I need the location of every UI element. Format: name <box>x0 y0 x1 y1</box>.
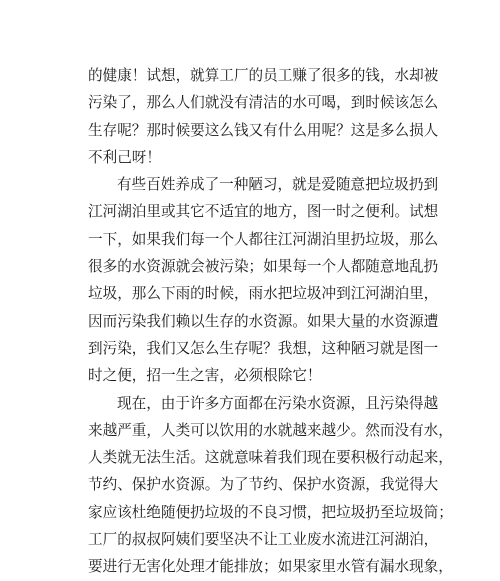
text-line: 家应该杜绝随便扔垃圾的不良习惯，把垃圾扔至垃圾筒； <box>88 503 453 521</box>
body-text <box>88 62 453 581</box>
text-line: 江河湖泊里或其它不适宜的地方，图一时之便利。试想 <box>88 203 439 221</box>
text-line: 生存呢？那时候要这么钱又有什么用呢？这是多么损人 <box>88 121 439 139</box>
text-line: 来越严重，人类可以饮用的水就越来越少。然而没有水， <box>88 421 453 439</box>
paragraph-1 <box>88 62 439 171</box>
text-line: 人类就无法生活。这就意味着我们现在要积极行动起来， <box>88 449 453 467</box>
text-line: 现在，由于许多方面都在污染水资源，且污染得越 <box>117 394 439 412</box>
text-line: 节约、保护水资源。为了节约、保护水资源，我觉得大 <box>88 476 439 494</box>
text-line: 到污染，我们又怎么生存呢？我想，这种陋习就是图一 <box>88 339 439 357</box>
paragraph-3 <box>88 390 453 581</box>
text-line: 有些百姓养成了一种陋习，就是爱随意把垃圾扔到 <box>117 176 439 194</box>
text-line: 时之便，招一生之害，必须根除它！ <box>88 367 322 385</box>
text-line: 很多的水资源就会被污染；如果每一个人都随意地乱扔 <box>88 258 439 276</box>
text-line: 要进行无害化处理才能排放；如果家里水管有漏水现象， <box>88 558 453 576</box>
text-line: 一下，如果我们每一个人都往江河湖泊里扔垃圾，那么 <box>88 230 439 248</box>
text-line: 不利己呀！ <box>88 148 161 166</box>
text-line: 工厂的叔叔阿姨们要坚决不让工业废水流进江河湖泊， <box>88 531 439 549</box>
text-line: 的健康！试想，就算工厂的员工赚了很多的钱，水却被 <box>88 67 439 84</box>
text-line: 垃圾，那么下雨的时候，雨水把垃圾冲到江河湖泊里， <box>88 285 439 303</box>
text-line: 因而污染我们赖以生存的水资源。如果大量的水资源遭 <box>88 312 439 330</box>
text-line: 污染了，那么人们就没有清洁的水可喝，到时候该怎么 <box>88 94 439 112</box>
paragraph-2 <box>88 171 439 389</box>
